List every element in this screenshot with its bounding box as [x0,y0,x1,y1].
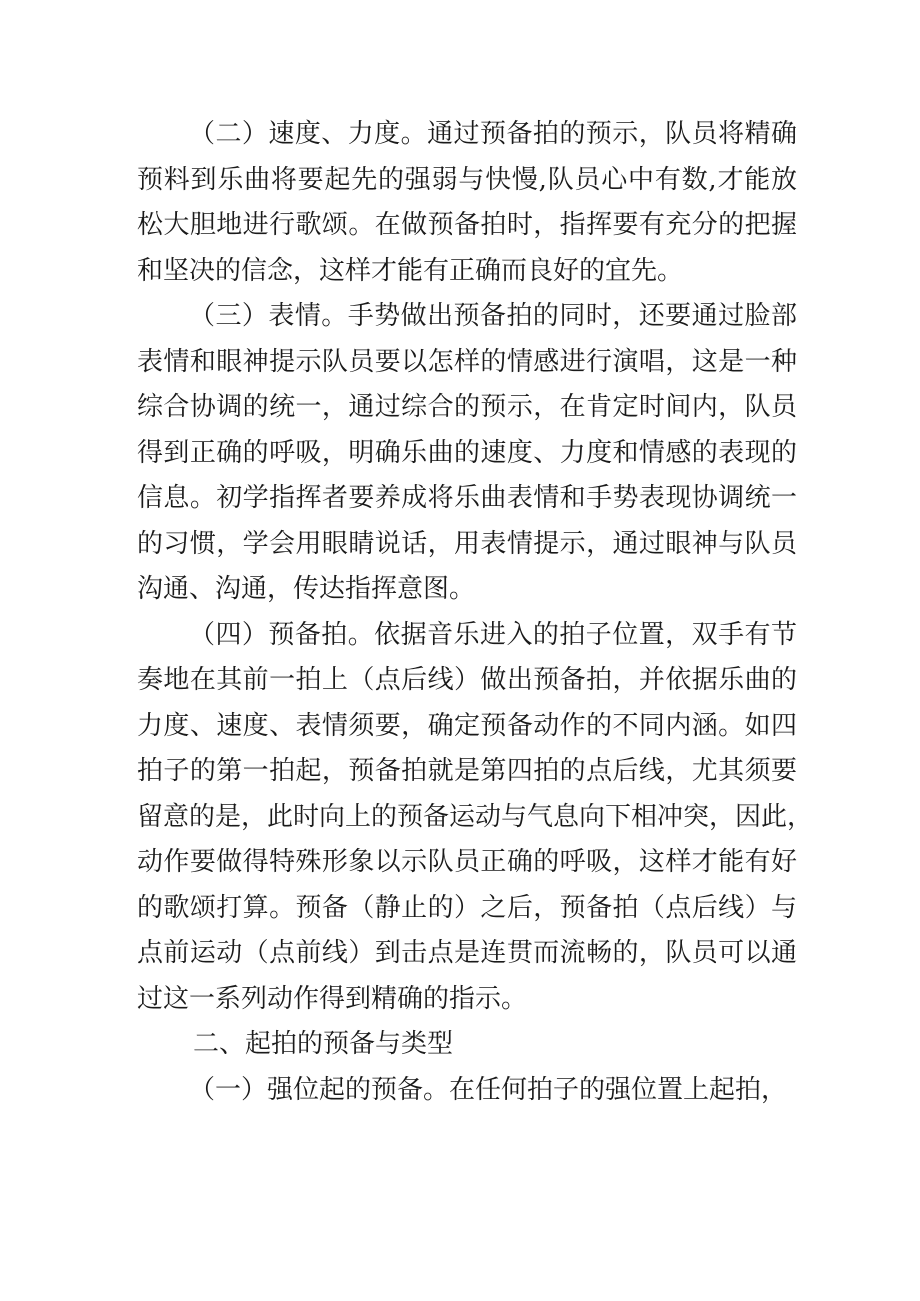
paragraph-line: 综合协调的统一，通过综合的预示，在肯定时间内，队员 [137,392,797,422]
paragraph-line: 动作要做得特殊形象以示队员正确的呼吸，这样才能有好 [137,847,797,877]
paragraph-line: 松大胆地进行歌颂。在做预备拍时，指挥要有充分的把握 [137,210,797,240]
paragraph-line: （四）预备拍。依据音乐进入的拍子位置，双手有节 [189,619,797,650]
paragraph-preparatory-beat [137,613,814,1023]
paragraph-line: （一）强位起的预备。在任何拍子的强位置上起拍， [189,1074,788,1105]
paragraph-line: 的习惯，学会用眼睛说话，用表情提示，通过眼神与队员 [137,528,797,559]
paragraph-line: 拍子的第一拍起，预备拍就是第四拍的点后线，尤其须要 [137,756,797,786]
paragraph-line: 力度、速度、表情须要，确定预备动作的不同内涵。如四 [137,710,797,741]
paragraph-line: 和坚决的信念，这样才能有正确而良好的宜先。 [137,255,684,286]
paragraph-strong-beat [137,1068,797,1114]
section-heading: 二、起拍的预备与类型 [193,1029,454,1059]
paragraph-line: 点前运动（点前线）到击点是连贯而流畅的，队员可以通 [137,938,797,968]
body-text [137,112,814,1113]
paragraph-line: 表情和眼神提示队员要以怎样的情感进行演唱，这是一种 [137,346,797,377]
paragraph-line: 的歌颂打算。预备（静止的）之后，预备拍（点后线）与 [137,892,797,923]
paragraph-line: 奏地在其前一拍上（点后线）做出预备拍，并依据乐曲的 [137,665,797,695]
paragraph-line: 沟通、沟通，传达指挥意图。 [137,574,476,604]
paragraph-line: （三）表情。手势做出预备拍的同时，还要通过脸部 [189,301,797,331]
paragraph-line: 留意的是，此时向上的预备运动与气息向下相冲突，因此， [137,801,814,832]
paragraph-line: 过这一系列动作得到精确的指示。 [137,983,528,1014]
paragraph-speed-dynamics [137,112,797,294]
paragraph-line: 预料到乐曲将要起先的强弱与快慢,队员心中有数,才能放 [137,164,797,195]
paragraph-line: 得到正确的呼吸，明确乐曲的速度、力度和情感的表现的 [137,437,797,468]
paragraph-line: （二）速度、力度。通过预备拍的预示，队员将精确 [189,119,797,149]
paragraph-expression [137,294,797,613]
paragraph-line: 信息。初学指挥者要养成将乐曲表情和手势表现协调统一 [137,483,797,513]
